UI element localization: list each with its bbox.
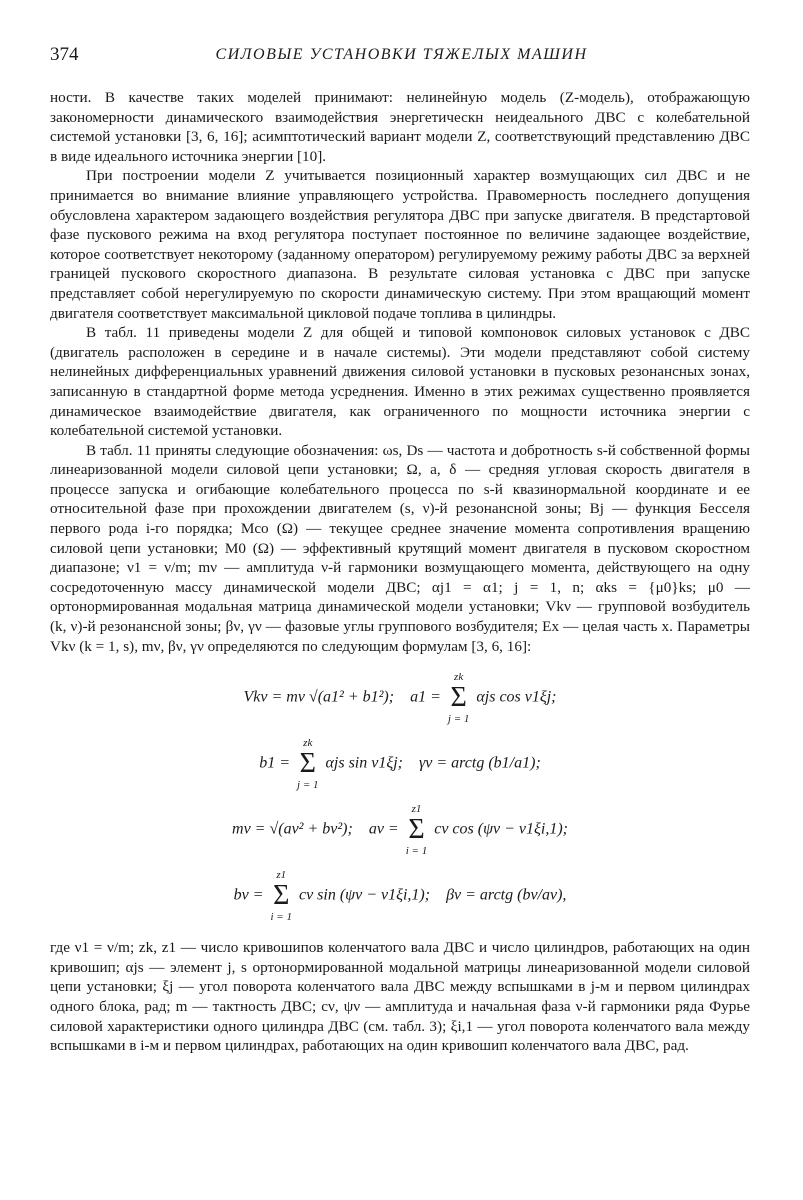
page-body: [50, 88, 750, 1056]
sum-upper-limit: z1: [411, 803, 422, 816]
sum-lower-limit: i = 1: [270, 911, 292, 924]
sum-operator: [448, 670, 469, 726]
formula-text: bν =: [233, 886, 264, 904]
sum-upper-limit: zk: [454, 671, 464, 684]
formula-text: aν =: [368, 820, 399, 838]
formula-text: αjs cos ν1ξj;: [476, 688, 557, 706]
paragraph: ности. В качестве таких моделей принимают: нелинейную модель (Z-модель), отображающую закономерности динамического взаимодействия энергетическн неидеального ДВС с колебательной системой установки [3, 6, 16]; асимптотический вариант модели Z, соответствующий представлению ДВС в виде идеального источника энергии [10].: [50, 89, 750, 165]
formula-text: mν = √(aν² + bν²);: [232, 820, 353, 838]
formula-text: cν sin (ψν − ν1ξi,1);: [298, 886, 431, 904]
formula-text: b1 =: [259, 754, 291, 772]
page-number: 374: [50, 44, 79, 65]
sum-operator: [270, 868, 291, 924]
sum-lower-limit: j = 1: [447, 713, 470, 726]
sum-lower-limit: j = 1: [297, 779, 319, 792]
paragraph: где ν1 = ν/m; zk, z1 — число кривошипов коленчатого вала ДВС и число цилиндров, работающих на один кривошип; αjs — элемент j, s ортонормированной модальной матрицы линеаризованной модели силовой цепи установки; ξj — угол поворота коленчатого вала ДВС между вспышками в j-м и первом цилиндрах одного блока, рад; m — тактность ДВС; cν, ψν — амплитуда и начальная фаза ν-й гармоники ряда Фурье силовой характеристики одного цилиндра ДВС (см. табл. 3); ξi,1 — угол поворота коленчатого вала между вспышками в i-м и первом цилиндрах, работающих на один кривошип коленчатого вала ДВС, рад.: [50, 939, 750, 1055]
sum-sign: Σ: [450, 682, 467, 714]
sum-sign: Σ: [299, 748, 316, 780]
running-title: СИЛОВЫЕ УСТАНОВКИ ТЯЖЕЛЫХ МАШИН: [215, 46, 588, 63]
formula-line-2: [50, 736, 750, 792]
paragraph: При построении модели Z учитывается позиционный характер возмущающих сил ДВС и не принимается во внимание влияние управляющего устройства. Правомерность последнего допущения обусловлена характером задающего воздействия регулятора ДВС при запуске двигателя. В предстартовой фазе пускового режима на вход регулятора поступает постоянное по величине задающее воздействие, которое соответствует некоторому (заданному оператором) регулируемому режиму работы ДВС за верхней границей пускового скоростного диапазона. В результате силовая установка с ДВС при запуске представляет собой нерегулируемую по скорости динамическую систему. При этом вращающий момент двигателя соответствует максимальной цикловой подаче топлива в цилиндры.: [50, 167, 750, 322]
sum-upper-limit: z1: [276, 869, 287, 882]
formula-block: [50, 670, 750, 924]
sum-sign: Σ: [408, 814, 425, 846]
formula-text: αjs sin ν1ξj;: [325, 754, 403, 772]
formula-line-1: [50, 670, 750, 726]
formula-text: γν = arctg (b1/a1);: [418, 754, 541, 772]
formula-text: a1 =: [410, 688, 441, 706]
formula-text: cν cos (ψν − ν1ξi,1);: [434, 820, 568, 838]
sum-lower-limit: i = 1: [405, 845, 428, 858]
sum-operator: [406, 802, 427, 858]
formula-line-3: [50, 802, 750, 858]
formula-text: Vkν = mν √(a1² + b1²);: [243, 688, 395, 706]
formula-line-4: [50, 868, 750, 924]
page-header: [50, 44, 753, 70]
paragraph: В табл. 11 приведены модели Z для общей и типовой компоновок силовых установок с ДВС (двигатель расположен в середине и в начале системы). Эти модели представляют собой систему нелинейных дифференциальных уравнений движения силовой установки в пусковых резонансных зонах, записанную в стандартной форме метода усреднения. Именно в этих режимах существенно проявляется динамическое взаимодействие двигателя, как ограниченного по мощности источника энергии с колебательной системой установки.: [50, 324, 750, 440]
paragraph: В табл. 11 приняты следующие обозначения: ωs, Ds — частота и добротность s-й собственной формы линеаризованной модели силовой цепи установки; Ω, a, δ — средняя угловая скорость двигателя в процессе запуска и огибающие колебательного процесса по s-й квазинормальной координате и ее относительной фазе при прохождении двигателем (s, ν)-й резонансной зоны; Bj — функция Бесселя первого рода i-го порядка; Mco (Ω) — текущее среднее значение момента сопротивления вращению силовой цепи установки; M0 (Ω) — эффективный крутящий момент двигателя в пусковом скоростном диапазоне; ν1 = ν/m; mν — амплитуда ν-й гармоники возмущающего момента, действующего на одну сосредоточенную массу динамической модели ДВС; αj1 = α1; j = 1, n; αks = {μ0}ks; μ0 — ортонормированная модальная матрица динамической модели установки; Vkν — групповой возбудитель (k, ν)-й резонансной зоны; βν, γν — фазовые углы группового возбудителя; Ex — целая часть x. Параметры Vkν (k = 1, s), mν, βν, γν определяются по следующим формулам [3, 6, 16]:: [50, 441, 750, 655]
formula-text: βν = arctg (bν/aν),: [446, 886, 567, 904]
sum-sign: Σ: [273, 880, 290, 912]
sum-operator: [297, 736, 318, 792]
sum-upper-limit: zk: [303, 737, 313, 750]
